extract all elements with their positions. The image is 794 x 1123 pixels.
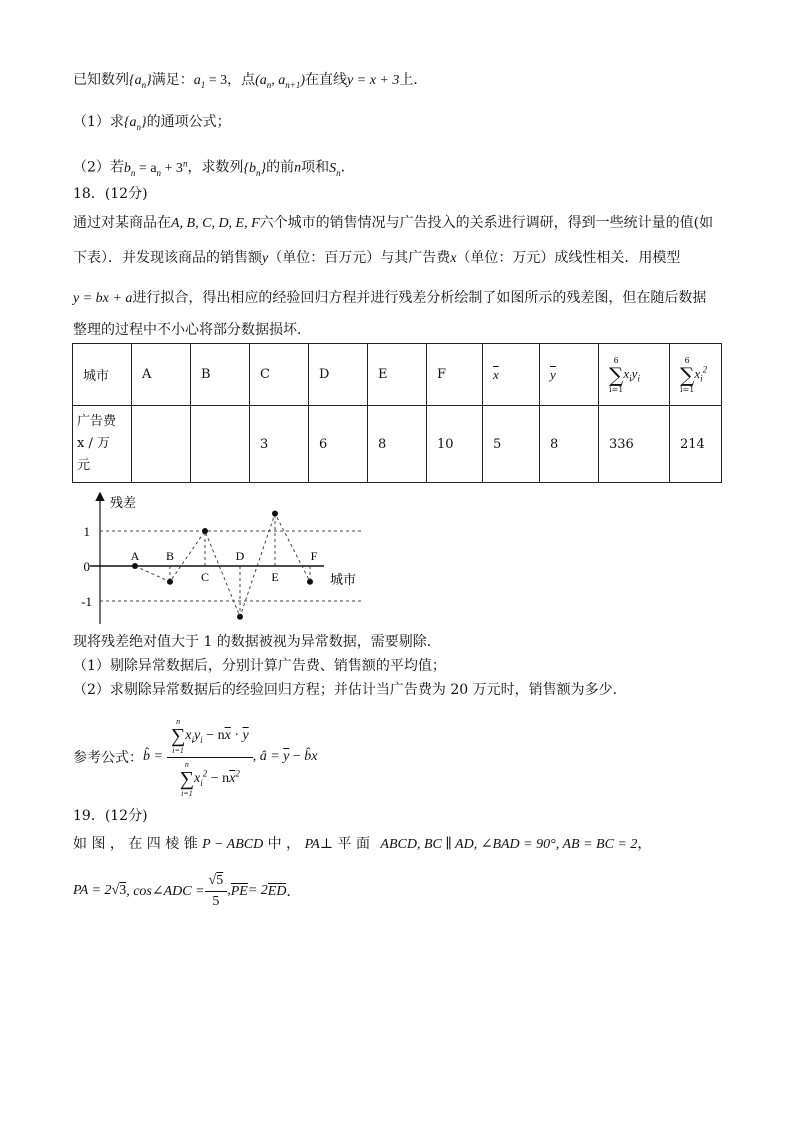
table-header-row [73, 344, 722, 406]
stats-table [72, 343, 722, 483]
p18-line-4: 整理的过程中不小心将部分数据损坏． [73, 322, 311, 338]
table-header-cell: C [250, 344, 309, 406]
table-cell: 336 [599, 406, 670, 483]
formula-fraction: n ∑ i=1 $x_iy_i - n\overline{x} \cdot \overline{y}$ n ∑ i=1 $x_i^2 - n\overline{x}^2$ [167, 717, 253, 798]
residual-label-E: E [271, 570, 279, 584]
p18-line-1: 通过对某商品在A, B, C, D, E, F六个城市的销售情况与广告投入的关系进行调研，得到一些统计量的值(如 [73, 215, 714, 231]
residual-point-F [307, 579, 313, 585]
residual-label-A: A [130, 549, 140, 563]
table-header-sum-x2: 6 ∑ i=1 $x_i^2$ [670, 344, 722, 406]
p17-question-1: （1）求$\{a_n\}$的通项公式； [73, 114, 231, 132]
table-row [73, 406, 722, 483]
p18-line-2: 下表）．并发现该商品的销售额y（单位：百万元）与其广告费x（单位：万元）成线性相关．用模型 [73, 250, 681, 266]
residual-point-D [237, 614, 243, 620]
table-header-xbar: $\overline{x}$ [483, 344, 540, 406]
table-row-label: 广告费 x / 万 元 [73, 406, 132, 483]
table-cell: 8 [368, 406, 427, 483]
p17-intro: 已知数列$\{a_n\}$满足：$a_1 = 3$，点($a_n$, $a_{n+1}$)在直线y = x + 3上． [73, 72, 428, 90]
table-header-cell: A [132, 344, 191, 406]
table-cell: 3 [250, 406, 309, 483]
table-header-cell: D [309, 344, 368, 406]
reference-formula: 参考公式： b̂ = n ∑ i=1 $x_iy_i - n\overline{x} \cdot \overline{y}$ n ∑ i=1 $x_i^2 - n\overline{x}^2$ , â = $\overline{y}$ − b̂x [73, 716, 318, 798]
table-cell: 10 [427, 406, 483, 483]
p18-question-1: （1）剔除异常数据后，分别计算广告费、销售额的平均值； [73, 658, 446, 674]
cos-fraction: $\frac{√5}{5}$ [205, 873, 228, 910]
table-cell [191, 406, 250, 483]
residual-point-B [167, 579, 173, 585]
table-header-ybar: $\overline{y}$ [540, 344, 599, 406]
table-cell: 214 [670, 406, 722, 483]
p18-line-3: y = bx + a进行拟合，得出相应的经验回归方程并进行残差分析绘制了如图所示的残差图，但在随后数据 [73, 290, 707, 306]
p17-question-2: （2）若$b_n = a_n + 3^n$，求数列$\{b_n\}$的前n项和$S_n$． [73, 158, 355, 178]
p18-note: 现将残差绝对值大于 1 的数据被视为异常数据，需要剔除． [73, 634, 441, 650]
table-cell [132, 406, 191, 483]
p19-line-2: PA = 2 √ 3 , cos∠ADC = $\frac{√5}{5}$ , PE = 2 ED ． [73, 872, 301, 909]
table-cell: 8 [540, 406, 599, 483]
residual-point-A [132, 563, 138, 569]
p19-line-1: 如 图 ， 在 四 棱 锥 P − ABCD 中 ， PA⊥ 平 面 ABCD, BC ∥ AD, ∠BAD = 90°, AB = BC = 2， [73, 836, 652, 852]
residual-point-C [202, 528, 208, 534]
x-axis-label: 城市 [330, 572, 357, 587]
p19-heading: 19．(12分) [73, 808, 148, 824]
residual-plot [80, 488, 370, 628]
table-header-cell: F [427, 344, 483, 406]
table-header-sum-xy: 6 ∑ i=1 $x_iy_i$ [599, 344, 670, 406]
table-header-cell: B [191, 344, 250, 406]
table-cell: 6 [309, 406, 368, 483]
residual-label-C: C [200, 570, 210, 584]
residual-label-D: D [235, 549, 245, 563]
residual-point-E [272, 511, 278, 517]
p18-question-2: （2）求剔除异常数据后的经验回归方程；并估计当广告费为 20 万元时，销售额为多少． [73, 682, 627, 698]
table-cell: 5 [483, 406, 540, 483]
p18-heading: 18．(12分) [73, 186, 148, 202]
y-tick-0: 0 [83, 559, 90, 574]
table-header-cell: E [368, 344, 427, 406]
y-tick-minus1: -1 [81, 594, 92, 609]
y-axis-label: 残差 [110, 495, 137, 510]
residual-label-F: F [310, 549, 318, 563]
y-tick-1: 1 [83, 524, 90, 539]
table-header-cell: 城市 [73, 344, 132, 406]
residual-label-B: B [165, 549, 175, 563]
